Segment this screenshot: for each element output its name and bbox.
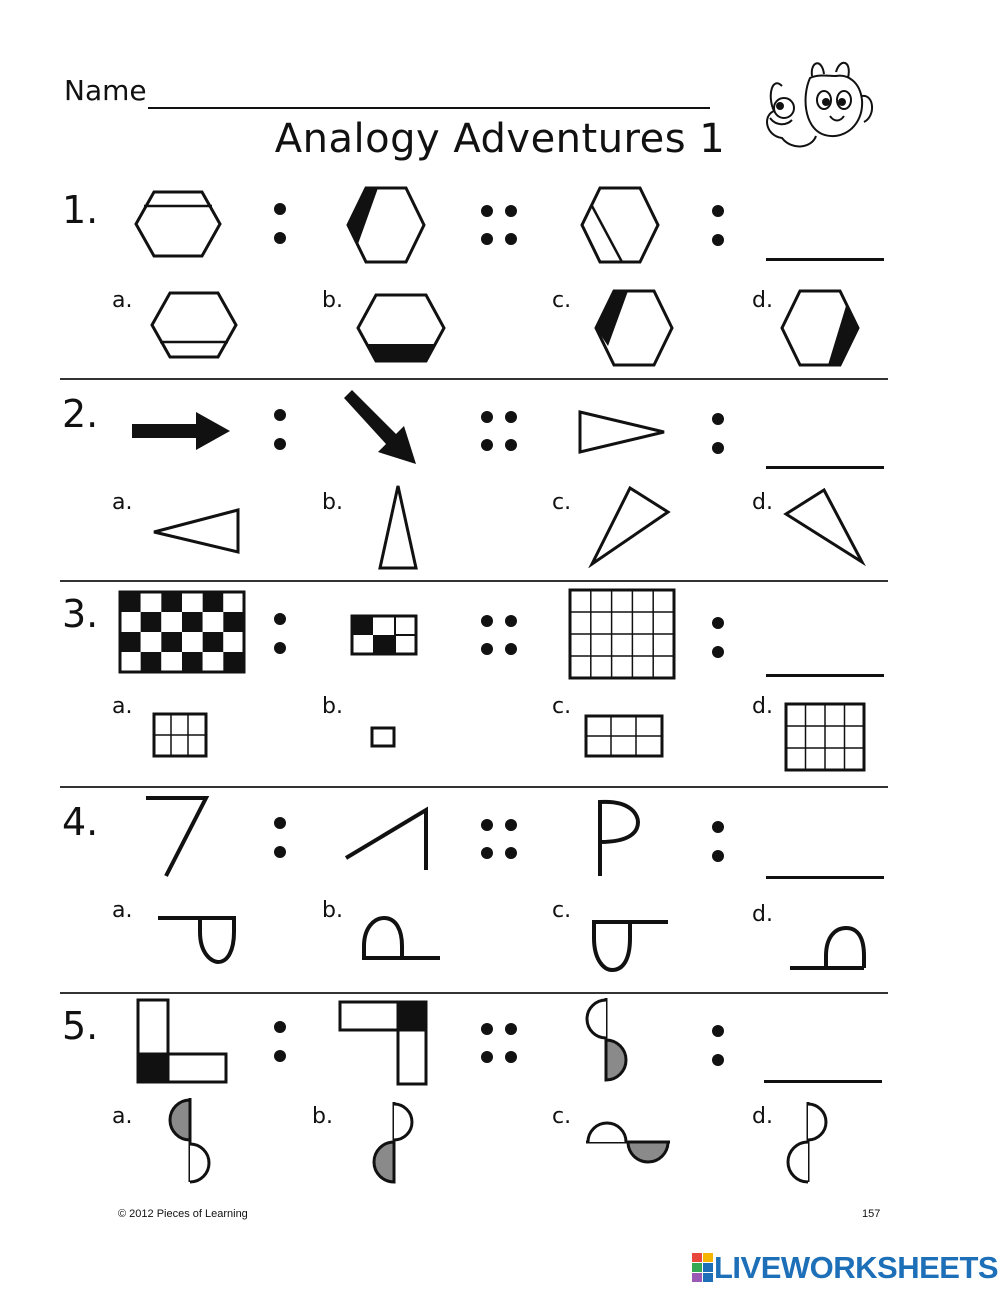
option-label-d: d.: [752, 694, 773, 719]
arrow-right-figure: [130, 410, 234, 452]
grid-5x4-figure: [568, 588, 676, 680]
option-label-c: c.: [552, 288, 572, 313]
seven-shape-figure: [142, 794, 212, 880]
section-divider: [60, 378, 888, 380]
option-label-d: d.: [752, 490, 773, 515]
proportion-double-colon-icon: [478, 408, 520, 456]
option-c-figure[interactable]: [584, 1118, 672, 1168]
ratio-colon-icon: [708, 410, 728, 460]
ratio-colon-icon: [270, 200, 290, 250]
option-c-figure[interactable]: [584, 714, 664, 758]
page-number: 157: [862, 1208, 881, 1220]
ratio-colon-icon: [708, 1022, 728, 1072]
option-c-figure[interactable]: [592, 288, 676, 368]
rotated-l-shape-figure: [338, 1000, 432, 1088]
checker-cell: [120, 652, 141, 672]
name-label: Name: [64, 74, 147, 107]
checker-cell: [223, 612, 244, 632]
option-label-a: a.: [112, 1104, 133, 1129]
name-field[interactable]: [150, 74, 710, 106]
hexagon-diagonal-line-figure: [578, 184, 662, 266]
option-label-d: d.: [752, 1104, 773, 1129]
question-number: 5.: [62, 1004, 99, 1048]
ratio-colon-icon: [270, 1018, 290, 1068]
page-title: Analogy Adventures 1: [274, 116, 726, 162]
checker-cell: [120, 612, 141, 632]
question-number: 1.: [62, 188, 99, 232]
checker-cell: [120, 592, 141, 612]
ratio-colon-icon: [708, 818, 728, 868]
option-b-figure[interactable]: [374, 482, 422, 572]
checker-cell: [161, 632, 182, 652]
checker-cell: [223, 592, 244, 612]
answer-input[interactable]: [764, 1050, 886, 1082]
option-d-figure[interactable]: [784, 702, 866, 772]
option-b-figure[interactable]: [360, 914, 442, 966]
checker-cell: [141, 592, 162, 612]
section-divider: [60, 786, 888, 788]
checker-cell: [161, 592, 182, 612]
option-label-d: d.: [752, 288, 773, 313]
option-a-figure[interactable]: [156, 910, 240, 966]
checker-cell: [161, 652, 182, 672]
checker-cell: [203, 652, 224, 672]
option-label-c: c.: [552, 694, 572, 719]
proportion-double-colon-icon: [478, 202, 520, 250]
option-label-b: b.: [322, 288, 343, 313]
option-b-figure[interactable]: [370, 1098, 420, 1186]
option-b-figure[interactable]: [354, 292, 448, 364]
copyright-text: © 2012 Pieces of Learning: [118, 1208, 248, 1220]
checker-cell: [141, 612, 162, 632]
option-label-a: a.: [112, 288, 133, 313]
proportion-double-colon-icon: [478, 816, 520, 864]
name-line: [148, 107, 710, 109]
option-label-c: c.: [552, 898, 572, 923]
answer-input[interactable]: [766, 228, 888, 260]
checker-cell: [141, 632, 162, 652]
ratio-colon-icon: [270, 814, 290, 864]
option-c-figure[interactable]: [586, 484, 672, 568]
checker-cell: [161, 612, 182, 632]
ratio-colon-icon: [708, 614, 728, 664]
proportion-double-colon-icon: [478, 1020, 520, 1068]
section-divider: [60, 580, 888, 582]
option-d-figure[interactable]: [782, 484, 868, 568]
question-number: 4.: [62, 800, 99, 844]
checker-cell: [223, 652, 244, 672]
option-a-figure[interactable]: [164, 1096, 214, 1186]
option-label-a: a.: [112, 694, 133, 719]
small-checker-figure: [350, 614, 418, 656]
option-d-figure[interactable]: [786, 1098, 836, 1186]
hexagon-left-shaded-figure: [344, 184, 428, 266]
section-divider: [60, 992, 888, 994]
answer-input[interactable]: [766, 846, 888, 878]
ratio-colon-icon: [270, 610, 290, 660]
option-label-c: c.: [552, 1104, 572, 1129]
checker-cell: [182, 592, 203, 612]
cartoon-animals-logo-icon: [752, 56, 878, 156]
option-d-figure[interactable]: [788, 922, 868, 974]
checker-cell: [141, 652, 162, 672]
ratio-colon-icon: [708, 202, 728, 252]
option-label-a: a.: [112, 490, 133, 515]
option-c-figure[interactable]: [586, 914, 672, 974]
option-label-c: c.: [552, 490, 572, 515]
option-a-figure[interactable]: [148, 290, 240, 360]
question-number: 2.: [62, 392, 99, 436]
brand-text: LIVEWORKSHEETS: [714, 1250, 999, 1285]
option-a-figure[interactable]: [152, 712, 208, 758]
rotated-seven-figure: [342, 806, 434, 872]
answer-input[interactable]: [766, 644, 888, 676]
option-label-d: d.: [752, 902, 773, 927]
l-shape-figure: [136, 998, 230, 1084]
option-label-b: b.: [322, 898, 343, 923]
liveworksheets-brand[interactable]: [692, 1250, 998, 1286]
checker-cell: [203, 612, 224, 632]
option-label-b: b.: [322, 694, 343, 719]
option-label-a: a.: [112, 898, 133, 923]
half-circles-figure: [584, 996, 632, 1084]
option-d-figure[interactable]: [778, 288, 862, 368]
liveworksheets-icon: [692, 1253, 714, 1283]
checker-cell: [203, 592, 224, 612]
question-number: 3.: [62, 592, 99, 636]
answer-input[interactable]: [766, 436, 888, 468]
checker-cell: [120, 632, 141, 652]
option-label-b: b.: [322, 490, 343, 515]
checker-cell: [182, 652, 203, 672]
hexagon-with-top-line-figure: [132, 188, 224, 260]
option-label-b: b.: [312, 1104, 333, 1129]
triangle-right-figure: [576, 408, 668, 456]
option-b-figure[interactable]: [370, 726, 396, 748]
proportion-double-colon-icon: [478, 612, 520, 660]
arrow-diagonal-figure: [340, 388, 420, 466]
checker-cell: [182, 632, 203, 652]
letter-p-figure: [594, 798, 644, 878]
checker-cell: [182, 612, 203, 632]
checker-cell: [223, 632, 244, 652]
ratio-colon-icon: [270, 406, 290, 456]
checker-cell: [203, 632, 224, 652]
checkerboard-figure: [118, 590, 246, 674]
option-a-figure[interactable]: [150, 506, 242, 556]
